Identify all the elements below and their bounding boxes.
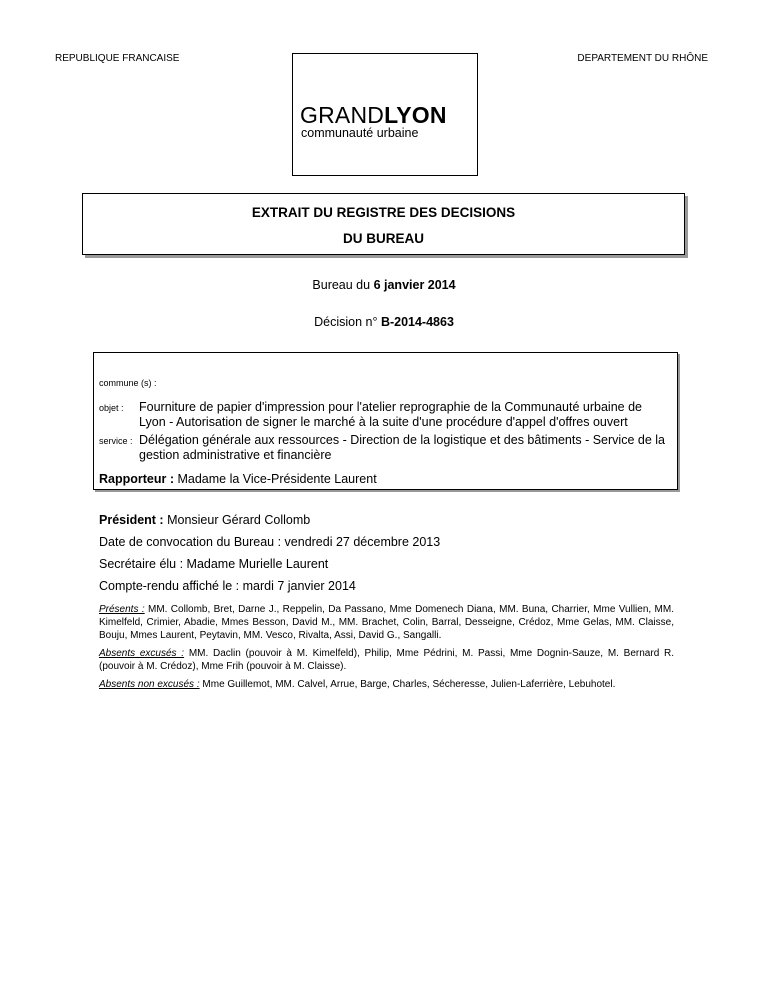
bureau-date-value: 6 janvier 2014 <box>373 278 456 292</box>
objet-text: Fourniture de papier d'impression pour l'atelier reprographie de la Communauté urbaine de Lyon - Autorisation de signer le marché à la suite d'une procédure d'appel d'offres ouvert <box>139 400 642 429</box>
compte-rendu: Compte-rendu affiché le : mardi 7 janvier 2014 <box>99 579 356 593</box>
rapporteur-label: Rapporteur : <box>99 472 178 486</box>
objet-label: objet : <box>99 403 124 413</box>
rapporteur <box>99 472 377 486</box>
secretaire: Secrétaire élu : Madame Murielle Laurent <box>99 557 329 571</box>
logo-wordmark <box>300 104 447 127</box>
logo-lyon-text: LYON <box>384 102 447 128</box>
logo-grand-text: GRAND <box>300 102 385 128</box>
convocation-date: Date de convocation du Bureau : vendredi 27 décembre 2013 <box>99 535 441 549</box>
header-republique: REPUBLIQUE FRANCAISE <box>55 53 180 64</box>
president-text: Monsieur Gérard Collomb <box>167 513 311 527</box>
title-line-1: EXTRAIT DU REGISTRE DES DECISIONS <box>251 205 516 220</box>
president-label: Président : <box>99 513 168 527</box>
non-excuses-label: Absents non excusés : <box>99 679 200 690</box>
service-label: service : <box>99 436 133 446</box>
title-box <box>82 193 685 255</box>
decision-number-value: B-2014-4863 <box>380 315 454 329</box>
excuses-label: Absents excusés : <box>99 648 185 659</box>
decision-info-box <box>93 352 678 490</box>
bureau-date <box>0 278 768 292</box>
rapporteur-text: Madame la Vice-Présidente Laurent <box>177 472 377 486</box>
grandlyon-logo <box>292 53 478 176</box>
bureau-prefix: Bureau du <box>312 278 374 292</box>
absents-excuses <box>99 647 674 673</box>
header-departement: DEPARTEMENT DU RHÔNE <box>577 53 708 64</box>
decision-prefix: Décision n° <box>314 315 381 329</box>
commune-label: commune (s) : <box>99 378 157 388</box>
absents-non-excuses <box>99 678 674 691</box>
excuses-text: MM. Daclin (pouvoir à M. Kimelfeld), Philip, Mme Pédrini, M. Passi, Mme Dognin-Sauze, M. Bernard R. (pouvoir à M. Crédoz), Mme Frih (pouvoir à M. Claisse). <box>99 648 675 672</box>
decision-number <box>0 315 768 329</box>
non-excuses-text: Mme Guillemot, MM. Calvel, Arrue, Barge, Charles, Sécheresse, Julien-Laferrière, Lebuhotel. <box>199 679 616 690</box>
presents-label: Présents : <box>99 604 145 615</box>
logo-subtitle: communauté urbaine <box>301 126 419 140</box>
title-line-2: DU BUREAU <box>343 231 424 246</box>
presents-text: MM. Collomb, Bret, Darne J., Reppelin, Da Passano, Mme Domenech Diana, MM. Buna, Charrier, Mme Vullien, MM. Kimelfeld, Crimier, Abadie, Mmes Besson, David M., MM. Brachet, Colin, Barral, Desseigne, Crédoz, Mme Gelas, MM. Claisse, Bouju, Mmes Laurent, Peytavin, MM. Vesco, Rivalta, Assi, David G., Sangalli. <box>99 604 674 641</box>
presents <box>99 603 674 642</box>
service-text: Délégation générale aux ressources - Direction de la logistique et des bâtiments - Service de la gestion administrative et financière <box>139 433 665 462</box>
president <box>99 513 310 527</box>
